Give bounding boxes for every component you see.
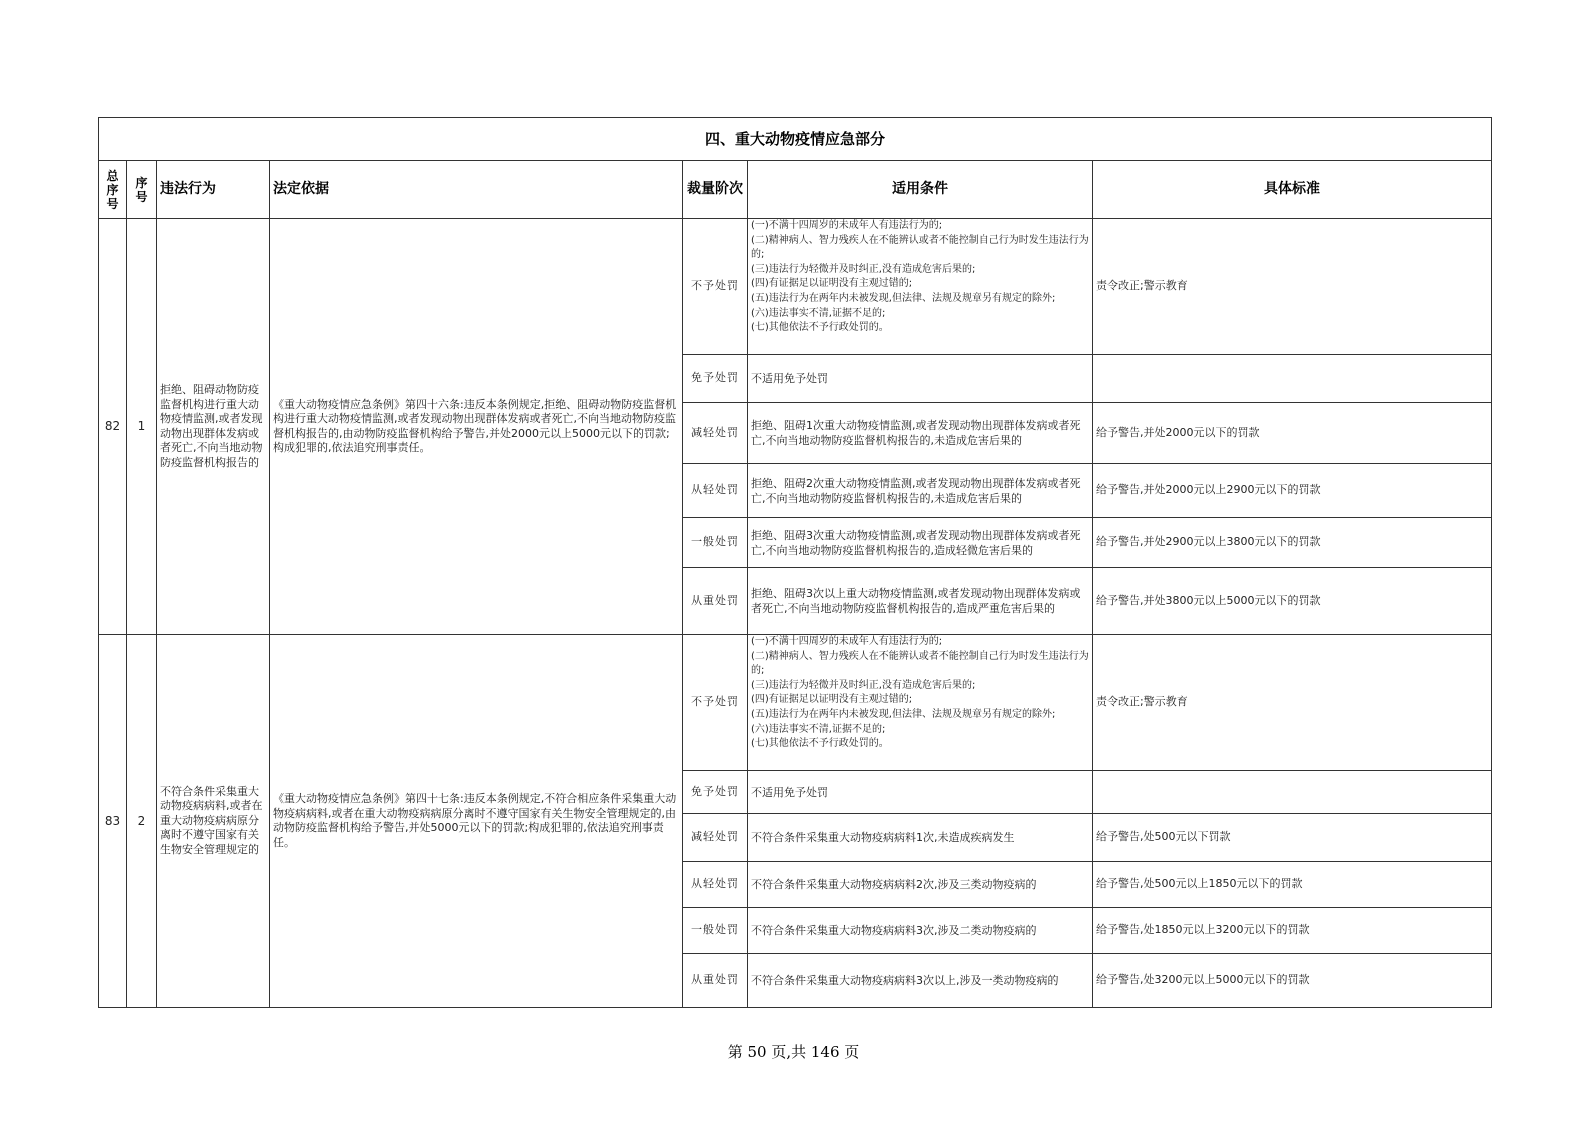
level-cell: 一般处罚 — [683, 908, 748, 954]
condition-cell: 拒绝、阻碍3次重大动物疫情监测,或者发现动物出现群体发病或者死亡,不向当地动物防疫监督机构报告的,造成轻微危害后果的 — [748, 518, 1093, 568]
header-standard: 具体标准 — [1093, 161, 1492, 219]
condition-line: (五)违法行为在两年内未被发现,但法律、法规及规章另有规定的除外; — [751, 708, 1056, 720]
page-footer: 第 50 页,共 146 页 — [727, 1043, 860, 1061]
condition-line: (三)违法行为轻微并及时纠正,没有造成危害后果的; — [751, 263, 976, 275]
standard-cell: 给予警告,处3200元以上5000元以下的罚款 — [1093, 954, 1492, 1008]
standard-cell: 给予警告,并处2900元以上3800元以下的罚款 — [1093, 518, 1492, 568]
level-cell: 从重处罚 — [683, 568, 748, 635]
level-cell: 免予处罚 — [683, 771, 748, 814]
condition-cell — [748, 219, 1093, 355]
header-discretion-level: 裁量阶次 — [683, 161, 748, 219]
standard-cell: 责令改正;警示教育 — [1093, 635, 1492, 771]
condition-cell: 不符合条件采集重大动物疫病病料3次以上,涉及一类动物疫病的 — [748, 954, 1093, 1008]
condition-cell: 拒绝、阻碍2次重大动物疫情监测,或者发现动物出现群体发病或者死亡,不向当地动物防疫监督机构报告的,未造成危害后果的 — [748, 464, 1093, 518]
total-no-cell: 83 — [99, 635, 127, 1008]
header-total-no: 总序号 — [99, 161, 127, 219]
condition-cell: 不符合条件采集重大动物疫病病料1次,未造成疾病发生 — [748, 814, 1093, 862]
condition-cell — [748, 635, 1093, 771]
violation-cell: 拒绝、阻碍动物防疫监督机构进行重大动物疫情监测,或者发现动物出现群体发病或者死亡,不向当地动物防疫监督机构报告的 — [157, 219, 270, 635]
level-cell: 减轻处罚 — [683, 403, 748, 464]
violation-cell: 不符合条件采集重大动物疫病病料,或者在重大动物疫病病原分离时不遵守国家有关生物安全管理规定的 — [157, 635, 270, 1008]
condition-cell: 不符合条件采集重大动物疫病病料2次,涉及三类动物疫病的 — [748, 862, 1093, 908]
condition-line: (二)精神病人、智力残疾人在不能辨认或者不能控制自己行为时发生违法行为的; — [751, 650, 1089, 677]
header-conditions: 适用条件 — [748, 161, 1093, 219]
condition-line: (一)不满十四周岁的未成年人有违法行为的; — [751, 220, 943, 231]
condition-cell: 不适用免予处罚 — [748, 355, 1093, 403]
table-row — [99, 635, 1492, 771]
condition-line: (七)其他依法不予行政处罚的。 — [751, 322, 889, 334]
standard-cell: 给予警告,处500元以上1850元以下的罚款 — [1093, 862, 1492, 908]
level-cell: 一般处罚 — [683, 518, 748, 568]
seq-no-cell: 2 — [127, 635, 157, 1008]
condition-line: (四)有证据足以证明没有主观过错的; — [751, 278, 913, 290]
condition-line: (二)精神病人、智力残疾人在不能辨认或者不能控制自己行为时发生违法行为的; — [751, 234, 1089, 261]
condition-cell: 不符合条件采集重大动物疫病病料3次,涉及二类动物疫病的 — [748, 908, 1093, 954]
level-cell: 不予处罚 — [683, 635, 748, 771]
legal-basis-cell: 《重大动物疫情应急条例》第四十六条:违反本条例规定,拒绝、阻碍动物防疫监督机构进行重大动物疫情监测,或者发现动物出现群体发病或者死亡,不向当地动物防疫监督机构报告的,由动物防疫监督机构给予警告,并处2000元以上5000元以下的罚款;构成犯罪的,依法追究刑事责任。 — [270, 219, 683, 635]
standard-cell: 给予警告,处1850元以上3200元以下的罚款 — [1093, 908, 1492, 954]
condition-cell: 拒绝、阻碍1次重大动物疫情监测,或者发现动物出现群体发病或者死亡,不向当地动物防疫监督机构报告的,未造成危害后果的 — [748, 403, 1093, 464]
level-cell: 减轻处罚 — [683, 814, 748, 862]
penalty-table — [98, 117, 1492, 1008]
condition-line: (六)违法事实不清,证据不足的; — [751, 723, 886, 735]
condition-line: (一)不满十四周岁的未成年人有违法行为的; — [751, 636, 943, 647]
condition-line: (四)有证据足以证明没有主观过错的; — [751, 694, 913, 706]
condition-cell: 不适用免予处罚 — [748, 771, 1093, 814]
seq-no-cell: 1 — [127, 219, 157, 635]
level-cell: 不予处罚 — [683, 219, 748, 355]
level-cell: 从轻处罚 — [683, 464, 748, 518]
header-seq-no: 序号 — [127, 161, 157, 219]
level-cell: 从轻处罚 — [683, 862, 748, 908]
header-row — [99, 161, 1492, 219]
standard-cell: 责令改正;警示教育 — [1093, 219, 1492, 355]
standard-cell: 给予警告,并处2000元以下的罚款 — [1093, 403, 1492, 464]
condition-line: (五)违法行为在两年内未被发现,但法律、法规及规章另有规定的除外; — [751, 292, 1056, 304]
condition-line: (七)其他依法不予行政处罚的。 — [751, 738, 889, 750]
legal-basis-cell: 《重大动物疫情应急条例》第四十七条:违反本条例规定,不符合相应条件采集重大动物疫病病料,或者在重大动物疫病病原分离时不遵守国家有关生物安全管理规定的,由动物防疫监督机构给予警告,并处5000元以下的罚款;构成犯罪的,依法追究刑事责任。 — [270, 635, 683, 1008]
standard-cell: 给予警告,处500元以下罚款 — [1093, 814, 1492, 862]
condition-cell: 拒绝、阻碍3次以上重大动物疫情监测,或者发现动物出现群体发病或者死亡,不向当地动物防疫监督机构报告的,造成严重危害后果的 — [748, 568, 1093, 635]
condition-line: (六)违法事实不清,证据不足的; — [751, 307, 886, 319]
standard-cell: 给予警告,并处3800元以上5000元以下的罚款 — [1093, 568, 1492, 635]
level-cell: 从重处罚 — [683, 954, 748, 1008]
header-violation: 违法行为 — [157, 161, 270, 219]
condition-line: (三)违法行为轻微并及时纠正,没有造成危害后果的; — [751, 679, 976, 691]
standard-cell: 给予警告,并处2000元以上2900元以下的罚款 — [1093, 464, 1492, 518]
table-row — [99, 219, 1492, 355]
section-title: 四、重大动物疫情应急部分 — [99, 118, 1492, 161]
standard-cell — [1093, 355, 1492, 403]
header-legal-basis: 法定依据 — [270, 161, 683, 219]
total-no-cell: 82 — [99, 219, 127, 635]
standard-cell — [1093, 771, 1492, 814]
level-cell: 免予处罚 — [683, 355, 748, 403]
